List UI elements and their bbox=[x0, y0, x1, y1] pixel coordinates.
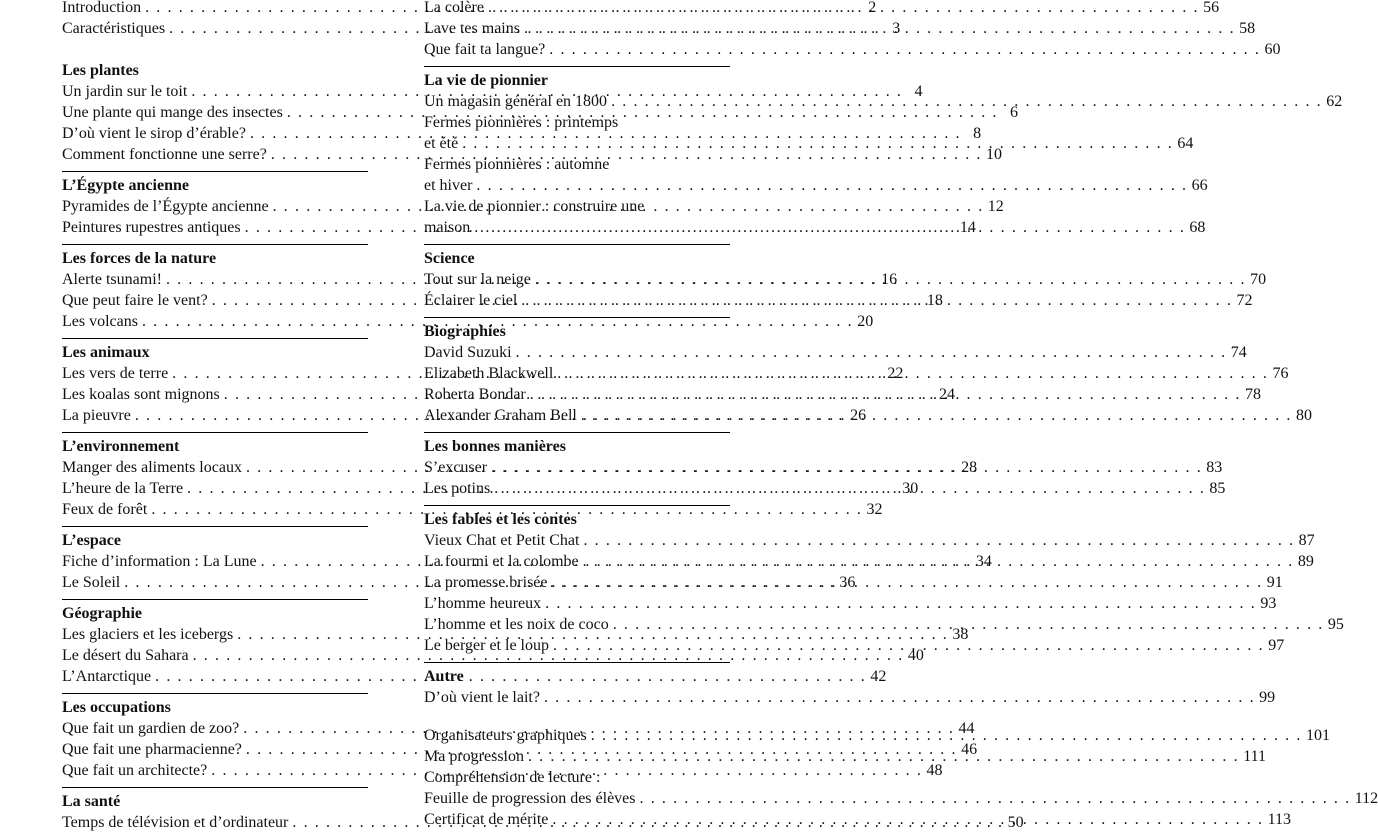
entry-title: L’homme heureux bbox=[424, 595, 542, 612]
entry-page: 6 bbox=[1010, 104, 1019, 121]
entry-page: 76 bbox=[1272, 365, 1289, 382]
dot-leader bbox=[583, 530, 1294, 551]
entry-page: 24 bbox=[938, 386, 955, 403]
entry-page: 44 bbox=[958, 720, 975, 737]
entry-title: Ma progression bbox=[424, 748, 524, 765]
entry-title: Caractéristiques bbox=[62, 20, 166, 37]
toc-entry[interactable] bbox=[424, 0, 1220, 18]
entry-page: 95 bbox=[1327, 616, 1344, 633]
entry-page: 12 bbox=[987, 198, 1004, 215]
toc-entry[interactable] bbox=[424, 133, 1194, 154]
entry-title: et hiver bbox=[424, 177, 473, 194]
entry-title: Manger des aliments locaux bbox=[62, 459, 242, 476]
entry-page: 89 bbox=[1297, 553, 1314, 570]
entry-title: Le Soleil bbox=[62, 574, 121, 591]
section-heading: Les bonnes manières bbox=[424, 438, 566, 455]
entry-page: 14 bbox=[959, 219, 976, 236]
entry-page: 16 bbox=[881, 271, 898, 288]
entry-page: 113 bbox=[1267, 811, 1291, 828]
entry-page: 62 bbox=[1326, 93, 1343, 110]
dot-leader bbox=[528, 746, 1239, 767]
entry-title: Lave tes mains bbox=[424, 20, 520, 37]
entry-page: 38 bbox=[952, 626, 969, 643]
entry-page: 50 bbox=[1007, 814, 1024, 831]
entry-title: Comment fonctionne une serre? bbox=[62, 146, 267, 163]
entry-title: Que fait un gardien de zoo? bbox=[62, 720, 240, 737]
section-divider bbox=[62, 526, 368, 527]
entry-title: Organisateurs graphiques bbox=[424, 727, 587, 744]
entry-page: 36 bbox=[839, 574, 856, 591]
entry-page: 64 bbox=[1177, 135, 1194, 152]
entry-page: 8 bbox=[973, 125, 982, 142]
dot-leader bbox=[553, 635, 1264, 656]
section-heading: Autre bbox=[424, 668, 464, 685]
section-divider bbox=[424, 244, 730, 245]
dot-leader bbox=[549, 39, 1260, 60]
section-heading: Les animaux bbox=[62, 344, 150, 361]
section-heading: L’environnement bbox=[62, 438, 180, 455]
entry-page: 4 bbox=[914, 83, 923, 100]
entry-page: 30 bbox=[902, 480, 919, 497]
entry-page: 3 bbox=[892, 20, 901, 37]
entry-title: Les koalas sont mignons bbox=[62, 386, 220, 403]
section-heading: Les fables et les contes bbox=[424, 511, 577, 528]
entry-page: 111 bbox=[1243, 748, 1266, 765]
entry-title: Elizabeth Blackwell bbox=[424, 365, 554, 382]
entry-title: Feuille de progression des élèves bbox=[424, 790, 636, 807]
entry-title: La promesse brisée bbox=[424, 574, 548, 591]
entry-title: Que fait une pharmacienne? bbox=[62, 741, 242, 758]
entry-title: Les volcans bbox=[62, 313, 138, 330]
entry-title: L’Antarctique bbox=[62, 668, 152, 685]
entry-title: La colère bbox=[424, 0, 484, 16]
dot-leader bbox=[530, 384, 1241, 405]
entry-page: 78 bbox=[1244, 386, 1261, 403]
section-heading: Les forces de la nature bbox=[62, 250, 217, 267]
dot-leader bbox=[581, 405, 1292, 426]
entry-page: 10 bbox=[986, 146, 1003, 163]
dot-leader bbox=[491, 457, 1202, 478]
dot-leader bbox=[583, 551, 1294, 572]
entry-page: 93 bbox=[1260, 595, 1277, 612]
entry-page: 97 bbox=[1268, 637, 1285, 654]
entry-title: David Suzuki bbox=[424, 344, 512, 361]
toc-entry[interactable] bbox=[424, 687, 1276, 708]
toc-entry[interactable] bbox=[424, 18, 1256, 39]
toc-entry[interactable] bbox=[424, 91, 1343, 112]
entry-page: 18 bbox=[926, 292, 943, 309]
dot-leader bbox=[494, 478, 1205, 499]
entry-title-line: Compréhension de lecture : bbox=[424, 769, 601, 786]
dot-leader bbox=[521, 290, 1232, 311]
entry-page: 83 bbox=[1206, 459, 1223, 476]
entry-title: D’où vient le sirop d’érable? bbox=[62, 125, 246, 142]
entry-title: Les vers de terre bbox=[62, 365, 169, 382]
section-divider bbox=[62, 338, 368, 339]
entry-title: S’excuser bbox=[424, 459, 488, 476]
toc-entry[interactable] bbox=[424, 175, 1208, 196]
entry-title: Éclairer le ciel bbox=[424, 292, 518, 309]
section-divider bbox=[62, 693, 368, 694]
section-divider bbox=[62, 171, 368, 172]
entry-title: et été bbox=[424, 135, 459, 152]
entry-page: 32 bbox=[866, 501, 883, 518]
dot-leader bbox=[544, 687, 1255, 708]
section-divider bbox=[62, 599, 368, 600]
entry-page: 99 bbox=[1259, 689, 1276, 706]
entry-page: 80 bbox=[1296, 407, 1313, 424]
section-divider bbox=[424, 66, 730, 67]
section-divider bbox=[62, 432, 368, 433]
entry-title: Le désert du Sahara bbox=[62, 647, 189, 664]
entry-page: 46 bbox=[961, 741, 978, 758]
entry-title: Certificat de mérite bbox=[424, 811, 549, 828]
section-heading: Les occupations bbox=[62, 699, 171, 716]
toc-entry[interactable] bbox=[424, 39, 1281, 60]
entry-page: 66 bbox=[1191, 177, 1208, 194]
entry-page: 72 bbox=[1236, 292, 1253, 309]
entry-page: 91 bbox=[1266, 574, 1283, 591]
entry-title-line: Fermes pionnières : printemps bbox=[424, 114, 619, 131]
dot-leader bbox=[488, 0, 1199, 18]
entry-title: maison bbox=[424, 219, 471, 236]
entry-title: Roberta Bondar bbox=[424, 386, 526, 403]
dot-leader bbox=[474, 217, 1185, 238]
dot-leader bbox=[516, 342, 1227, 363]
dot-leader bbox=[552, 809, 1263, 830]
section-heading: Science bbox=[424, 250, 475, 267]
section-divider bbox=[424, 505, 730, 506]
entry-page: 48 bbox=[926, 762, 943, 779]
entry-page: 20 bbox=[857, 313, 874, 330]
entry-title: Temps de télévision et d’ordinateur bbox=[62, 814, 289, 831]
dot-leader bbox=[462, 133, 1173, 154]
section-heading: Biographies bbox=[424, 323, 506, 340]
entry-page: 2 bbox=[868, 0, 877, 16]
entry-title: L’heure de la Terre bbox=[62, 480, 184, 497]
entry-page: 74 bbox=[1230, 344, 1247, 361]
entry-title: Que fait un architecte? bbox=[62, 762, 208, 779]
entry-page: 87 bbox=[1298, 532, 1315, 549]
dot-leader bbox=[611, 91, 1322, 112]
entry-title: Que peut faire le vent? bbox=[62, 292, 208, 309]
entry-title: Fiche d’information : La Lune bbox=[62, 553, 257, 570]
entry-title: Un magasin général en 1800 bbox=[424, 93, 608, 110]
entry-title-line: Fermes pionnières : automne bbox=[424, 156, 610, 173]
entry-page: 56 bbox=[1203, 0, 1220, 16]
dot-leader bbox=[557, 363, 1268, 384]
entry-title: La fourmi et la colombe bbox=[424, 553, 579, 570]
entry-title: Pyramides de l’Égypte ancienne bbox=[62, 198, 269, 215]
entry-page: 112 bbox=[1354, 790, 1378, 807]
section-heading: L’espace bbox=[62, 532, 121, 549]
entry-title: Introduction bbox=[62, 0, 142, 16]
section-divider bbox=[62, 787, 368, 788]
toc-entry[interactable] bbox=[424, 788, 1378, 809]
toc-entry[interactable] bbox=[424, 530, 1315, 551]
dot-leader bbox=[613, 614, 1324, 635]
entry-title: D’où vient le lait? bbox=[424, 689, 540, 706]
entry-page: 40 bbox=[907, 647, 924, 664]
entry-page: 101 bbox=[1305, 727, 1330, 744]
toc-entry[interactable] bbox=[424, 342, 1247, 363]
entry-title: Un jardin sur le toit bbox=[62, 83, 188, 100]
section-heading: Les plantes bbox=[62, 62, 139, 79]
entry-title: Les potins bbox=[424, 480, 491, 497]
section-heading: L’Égypte ancienne bbox=[62, 177, 189, 194]
entry-page: 68 bbox=[1189, 219, 1206, 236]
section-divider bbox=[424, 317, 730, 318]
section-divider bbox=[62, 244, 368, 245]
entry-page: 85 bbox=[1209, 480, 1226, 497]
entry-page: 42 bbox=[870, 668, 887, 685]
entry-title: Les glaciers et les icebergs bbox=[62, 626, 234, 643]
entry-page: 26 bbox=[850, 407, 867, 424]
dot-leader bbox=[535, 269, 1246, 290]
entry-title: Feux de forêt bbox=[62, 501, 148, 518]
entry-title: Que fait ta langue? bbox=[424, 41, 546, 58]
entry-title: La pieuvre bbox=[62, 407, 131, 424]
section-divider bbox=[424, 432, 730, 433]
entry-page: 58 bbox=[1239, 20, 1256, 37]
section-heading: La vie de pionnier bbox=[424, 72, 549, 89]
entry-title: Vieux Chat et Petit Chat bbox=[424, 532, 580, 549]
entry-page: 60 bbox=[1264, 41, 1281, 58]
dot-leader bbox=[552, 572, 1263, 593]
entry-title: Peintures rupestres antiques bbox=[62, 219, 241, 236]
entry-title: Alerte tsunami! bbox=[62, 271, 162, 288]
entry-page: 28 bbox=[961, 459, 978, 476]
entry-title: Tout sur la neige bbox=[424, 271, 531, 288]
section-heading: La santé bbox=[62, 793, 121, 810]
section-divider bbox=[424, 662, 730, 663]
entry-title: L’homme et les noix de coco bbox=[424, 616, 609, 633]
entry-title: Alexander Graham Bell bbox=[424, 407, 577, 424]
dot-leader bbox=[476, 175, 1187, 196]
entry-title-line: La vie de pionnier : construire une bbox=[424, 198, 645, 215]
entry-page: 70 bbox=[1250, 271, 1267, 288]
entry-page: 34 bbox=[975, 553, 992, 570]
dot-leader bbox=[591, 725, 1302, 746]
dot-leader bbox=[524, 18, 1235, 39]
dot-leader bbox=[545, 593, 1256, 614]
entry-title: Une plante qui mange des insectes bbox=[62, 104, 283, 121]
entry-title: Le berger et le loup bbox=[424, 637, 549, 654]
toc-entry[interactable] bbox=[424, 593, 1277, 614]
dot-leader bbox=[640, 788, 1351, 809]
entry-page: 22 bbox=[887, 365, 904, 382]
section-heading: Géographie bbox=[62, 605, 142, 622]
